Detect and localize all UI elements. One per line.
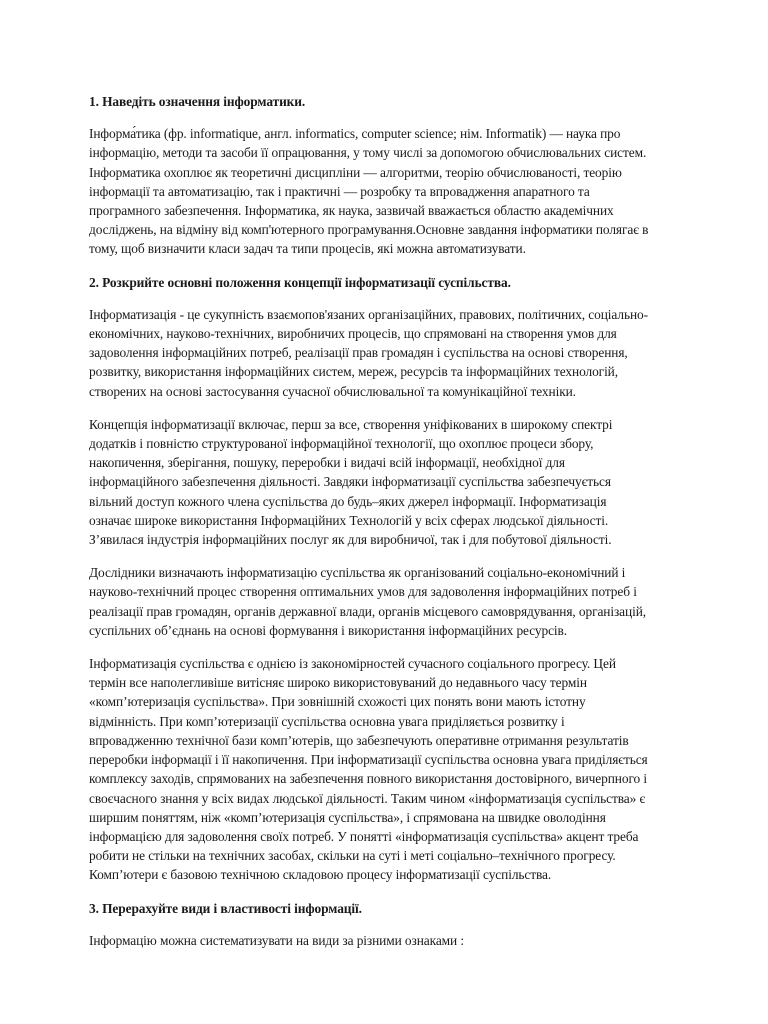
text-line: термін все наполегливіше витісняє широко використовуваний до недавнього часу термін bbox=[89, 675, 587, 691]
text-line: досліджень, на відміну від комп'ютерного програмування.Основне завдання інформатики полягає в bbox=[89, 222, 649, 238]
text-line: Інформатика охоплює як теоретичні дисципліни — алгоритми, теорію обчислюваності, теорію bbox=[89, 164, 622, 180]
text-line: ширшим поняттям, ніж «комп’ютеризація суспільства», і спрямована на швидке оволодіння bbox=[89, 809, 606, 825]
paragraph bbox=[89, 415, 681, 549]
text-line: Інформатизація - це сукупність взаємопов'язаних організаційних, правових, політичних, соціально- bbox=[89, 306, 648, 322]
text-line: своєчасного знання у всіх видах людської діяльності. Таким чином «інформатизація суспільства» є bbox=[89, 790, 646, 806]
text-line: Комп’ютери є базовою технічною складовою процесу інформатизації суспільства. bbox=[89, 867, 552, 883]
text-line: інформаційного забезпечення діяльності. Завдяки інформатизації суспільства забезпечується bbox=[89, 474, 611, 490]
document-content bbox=[89, 92, 681, 964]
paragraph bbox=[89, 124, 681, 258]
text-line: Інформатизація суспільства є однією із закономірностей сучасного соціального прогресу. Цей bbox=[89, 656, 616, 672]
paragraph bbox=[89, 305, 681, 401]
text-line: інформацію, методи та засоби її опрацювання, у тому числі за допомогою обчислювальних систем. bbox=[89, 145, 647, 161]
text-line: реалізації прав громадян, органів державної влади, органів місцевого самоврядування, організацій, bbox=[89, 603, 647, 619]
text-line: робити не стільки на технічних засобах, скільки на суті і меті соціально–технічного прогресу. bbox=[89, 848, 616, 864]
text-line: Дослідники визначають інформатизацію суспільства як організований соціально-економічний і bbox=[89, 565, 626, 581]
text-line: означає широке використання Інформаційних Технологій у всіх сферах людської діяльності. bbox=[89, 512, 609, 528]
section-heading: 1. Наведіть означення інформатики. bbox=[89, 94, 306, 109]
text-line: розвитку, використання інформаційних систем, мереж, ресурсів та інформаційних технологій, bbox=[89, 364, 618, 380]
text-line: Інформацію можна систематизувати на види за різними ознаками : bbox=[89, 932, 464, 948]
text-line: «комп’ютеризація суспільства». При зовнішній схожості цих понять вони мають істотну bbox=[89, 694, 586, 710]
paragraph bbox=[89, 563, 681, 640]
text-line: економічних, науково-технічних, виробничих процесів, що спрямовані на створення умов для bbox=[89, 326, 617, 342]
section-heading: 3. Перерахуйте види і властивості інформації. bbox=[89, 900, 362, 916]
text-line: комплексу заходів, спрямованих на забезпечення повного використання достовірного, вичерпного і bbox=[89, 771, 647, 787]
text-line: інформації та автоматизацію, так і практичні — розробку та впровадження апаратного та bbox=[89, 183, 590, 199]
text-line: переробки інформації і її накопичення. При інформатизації суспільства основна увага приділяється bbox=[89, 752, 648, 768]
text-line: Інформа́тика (фр. informatique, англ. informatics, computer science; нім. Informatik) — наука про bbox=[89, 126, 621, 142]
text-line: програмного забезпечення. Інформатика, як наука, зазвичай вважається областю академічних bbox=[89, 203, 614, 219]
text-line: задоволення інформаційних потреб, реалізації прав громадян і суспільства на основі створення, bbox=[89, 345, 628, 361]
text-line: додатків і повністю структурованої інформаційної технології, що охоплює процеси збору, bbox=[89, 436, 594, 452]
text-line: накопичення, зберігання, пошуку, переробки і видачі всій інформації, необхідної для bbox=[89, 455, 565, 471]
paragraph bbox=[89, 931, 681, 950]
text-line: З’явилася індустрія інформаційних послуг як для виробничої, так і для побутової діяльності. bbox=[89, 532, 612, 548]
text-line: відмінність. При комп’ютеризації суспільства основна увага приділяється розвитку і bbox=[89, 713, 565, 729]
section-heading: 2. Розкрийте основні положення концепції інформатизації суспільства. bbox=[89, 274, 511, 290]
text-line: інформацією для задоволення своїх потреб. У понятті «інформатизація суспільства» акцент треба bbox=[89, 828, 639, 844]
text-line: вільний доступ кожного члена суспільства до будь–яких джерел інформації. Інформатизація bbox=[89, 493, 607, 509]
text-line: суспільних об’єднань на основі формування і використання інформаційних ресурсів. bbox=[89, 622, 568, 638]
text-line: тому, щоб визначити класи задач та типи процесів, які можна автоматизувати. bbox=[89, 241, 526, 257]
paragraph bbox=[89, 654, 681, 884]
text-line: впровадженню технічної бази комп’ютерів, що забезпечують оперативне отримання результатів bbox=[89, 732, 629, 748]
text-line: Концепція інформатизації включає, перш за все, створення уніфікованих в широкому спектрі bbox=[89, 416, 613, 432]
text-line: створених на основі застосування сучасної обчислювальної та комунікаційної техніки. bbox=[89, 383, 576, 399]
text-line: науково-технічний процес створення оптимальних умов для задоволення інформаційних потреб і bbox=[89, 584, 637, 600]
